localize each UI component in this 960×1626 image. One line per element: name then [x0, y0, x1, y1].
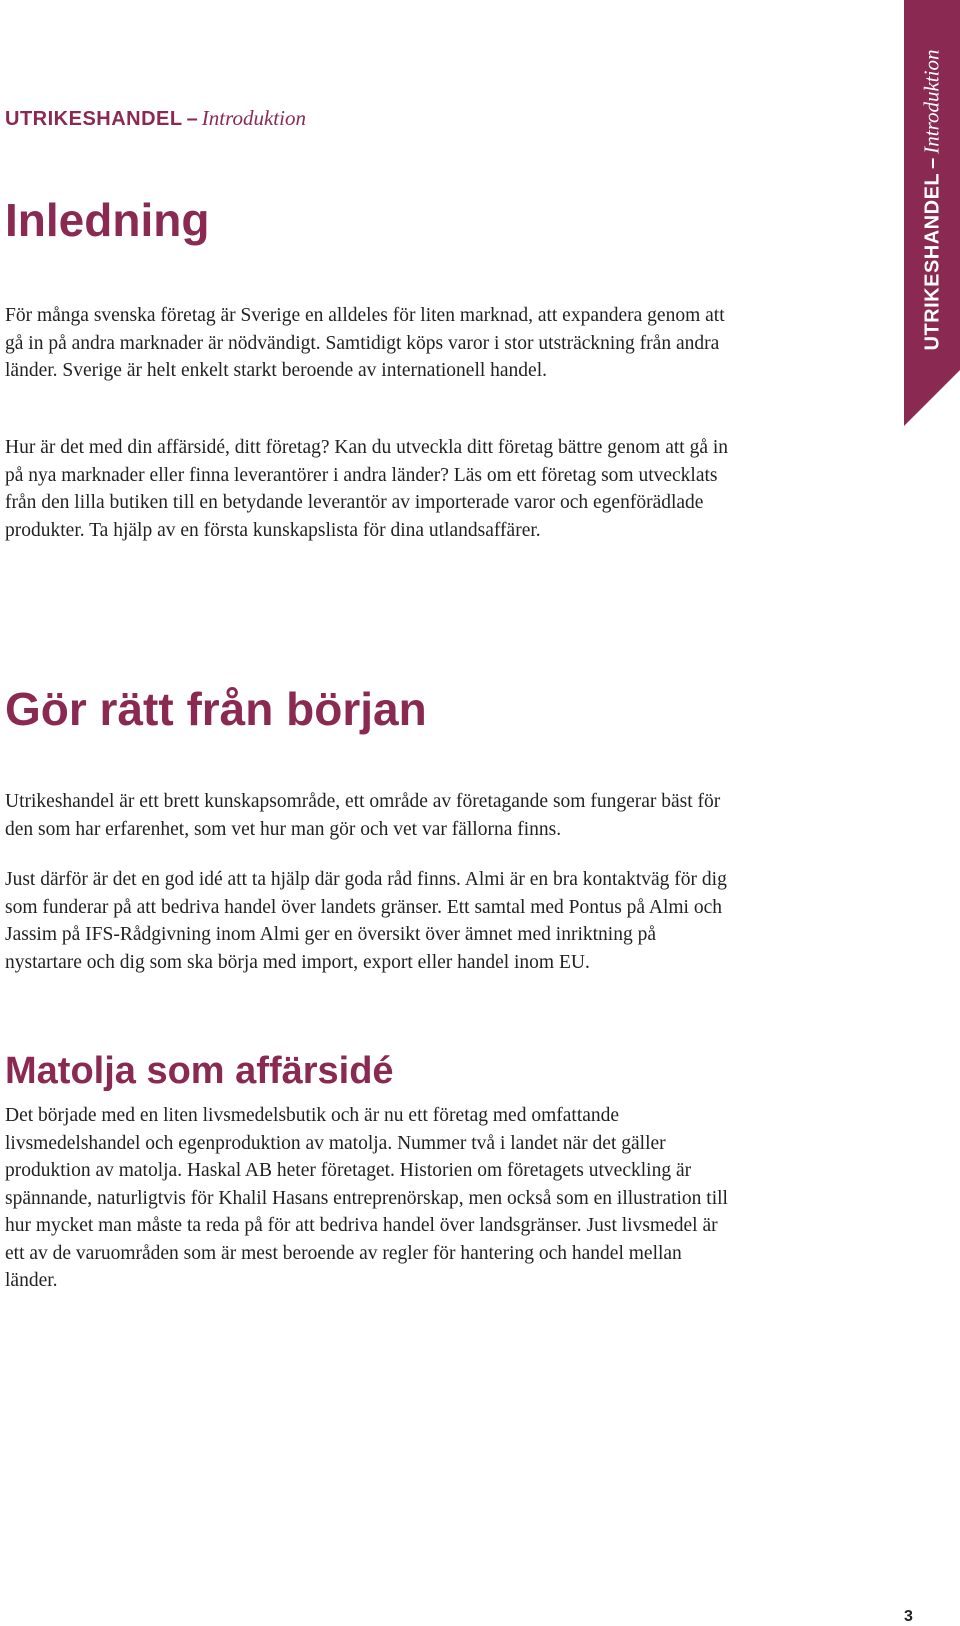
side-tab-label: [920, 50, 945, 351]
side-tab-dash: –: [921, 157, 944, 169]
paragraph-gor-ratt-1: Utrikeshandel är ett brett kunskapsområde, ett område av företagande som fungerar bäst för den som har erfarenhet, som vet hur man gör och vet var fällorna finns.: [5, 791, 721, 840]
paragraph-inledning-2: Hur är det med din affärsidé, ditt företag? Kan du utveckla ditt företag bättre genom att gå in på nya marknader eller finna leverantörer i andra länder? Läs om ett företag som utvecklats från den lilla butiken till en betydande leverantör av importerade varor och egenförädlade produkter. Ta hjälp av en första kunskapslista för dina utlandsaffärer.: [5, 437, 729, 541]
paragraph-matolja-1: Det började med en liten livsmedelsbutik och är nu ett företag med omfattande livsmedelshandel och egenproduktion av matolja. Nummer två i landet när det gäller produktion av matolja. Haskal AB heter företaget. Historien om företagets utveckling är spännande, naturligtvis för Khalil Hasans entreprenörskap, men också som en illustration till hur mycket man måste ta reda på för att bedriva handel över landsgränser. Just livsmedel är ett av de varuområden som är mest beroende av regler för hantering och handel mellan länder.: [5, 1105, 728, 1291]
side-tab-title: UTRIKESHANDEL: [921, 172, 944, 351]
paragraph-gor-ratt-2: Just därför är det en god idé att ta hjälp där goda råd finns. Almi är en bra kontaktväg för dig som funderar på att bedriva handel över landets gränser. Ett samtal med Pontus på Almi och Jassim på IFS-Rådgivning inom Almi ger en översikt över ämnet med inriktning på nystartare och dig som ska börja med import, export eller handel inom EU.: [5, 869, 727, 973]
running-header-subtitle: Introduktion: [201, 106, 306, 130]
running-header-dash: –: [186, 108, 198, 130]
paragraph-inledning-1: För många svenska företag är Sverige en alldeles för liten marknad, att expandera genom att gå in på andra marknader är nödvändigt. Samtidigt köps varor i stor utsträckning från andra länder. Sverige är helt enkelt starkt beroende av internationell handel.: [5, 305, 725, 381]
side-tab-subtitle: Introduktion: [919, 49, 944, 154]
heading-matolja: Matolja som affärsidé: [5, 1050, 394, 1092]
running-header: [5, 106, 306, 131]
page-number: 3: [904, 1608, 913, 1625]
section-side-tab: [904, 0, 960, 426]
heading-inledning: Inledning: [5, 194, 210, 246]
running-header-title: UTRIKESHANDEL: [5, 108, 183, 130]
heading-gor-ratt: Gör rätt från början: [5, 683, 427, 735]
